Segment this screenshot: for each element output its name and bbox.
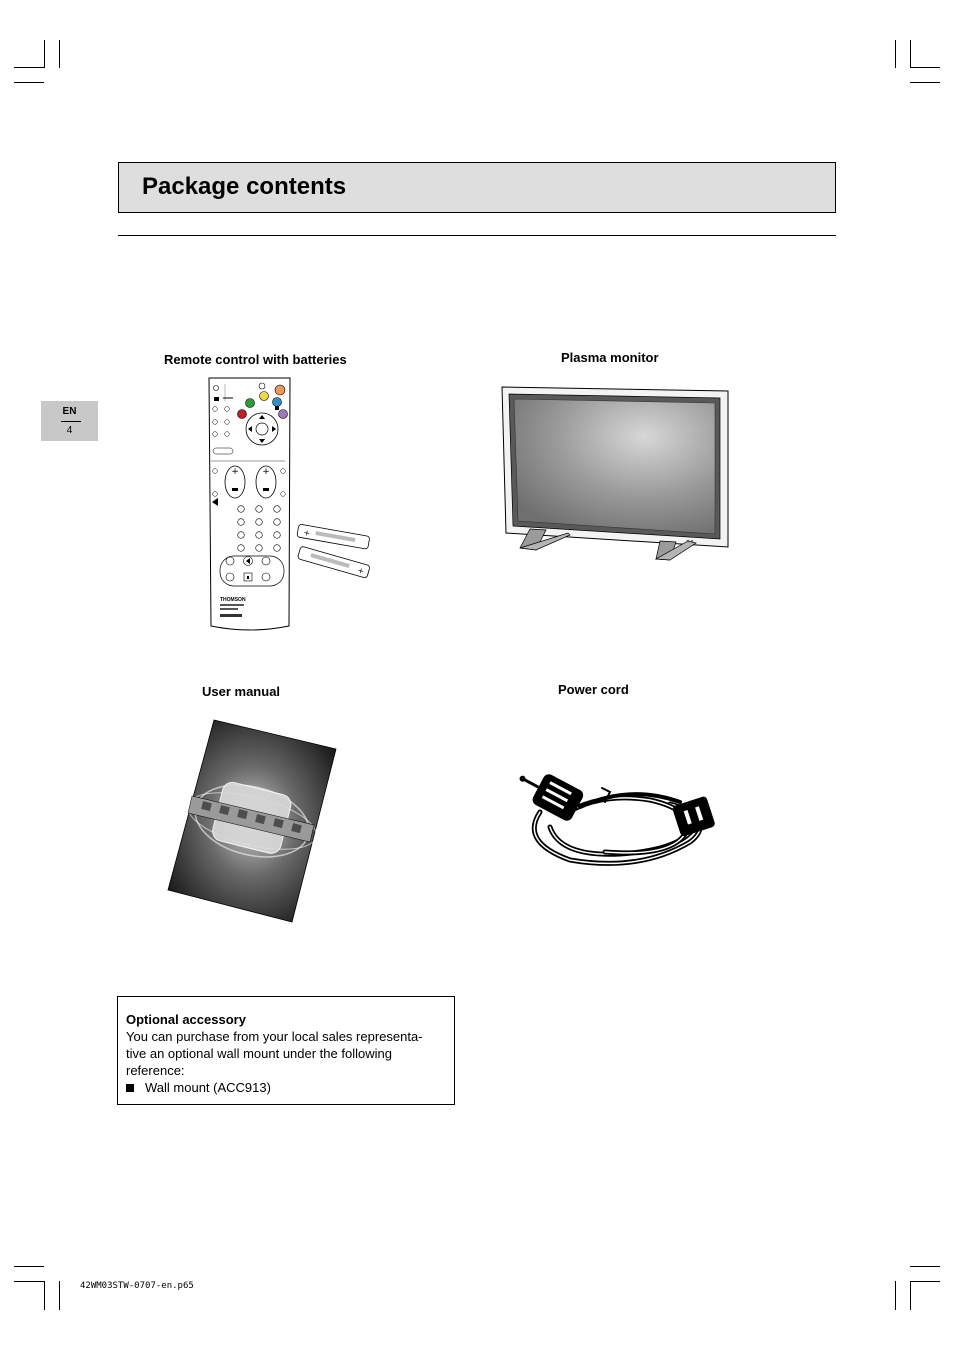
remote-caption: Remote control with batteries — [164, 352, 347, 367]
page-number: 4 — [66, 425, 73, 436]
monitor-caption: Plasma monitor — [561, 350, 659, 365]
svg-text:+: + — [231, 467, 239, 477]
title-rule — [118, 235, 836, 236]
svg-text:+: + — [356, 565, 366, 577]
tab-divider — [61, 421, 81, 422]
page-title: Package contents — [142, 173, 347, 200]
note-line-1: You can purchase from your local sales representa- — [126, 1029, 423, 1044]
user-manual-illustration — [166, 718, 338, 924]
svg-text:+: + — [302, 527, 311, 539]
remote-control-illustration — [205, 376, 375, 634]
language-code: EN — [62, 406, 77, 417]
power-cord-illustration — [510, 772, 720, 872]
note-line-3: reference: — [126, 1063, 185, 1078]
svg-text:+: + — [262, 467, 270, 477]
square-bullet-icon — [126, 1084, 134, 1092]
title-banner — [118, 162, 836, 213]
note-bullet-item — [126, 1079, 448, 1096]
manual-caption: User manual — [202, 684, 281, 699]
note-title: Optional accessory — [126, 1012, 246, 1027]
wall-mount-reference: Wall mount (ACC913) — [145, 1080, 271, 1095]
optional-accessory-box — [117, 996, 455, 1105]
remote-brand-label: THOMSON — [220, 597, 246, 603]
language-tab — [41, 401, 98, 441]
footer-filename: 42WM03STW-0707-en.p65 — [80, 1281, 194, 1291]
cord-caption: Power cord — [558, 682, 629, 697]
note-line-2: tive an optional wall mount under the following — [126, 1046, 392, 1061]
plasma-monitor-illustration — [500, 383, 732, 565]
